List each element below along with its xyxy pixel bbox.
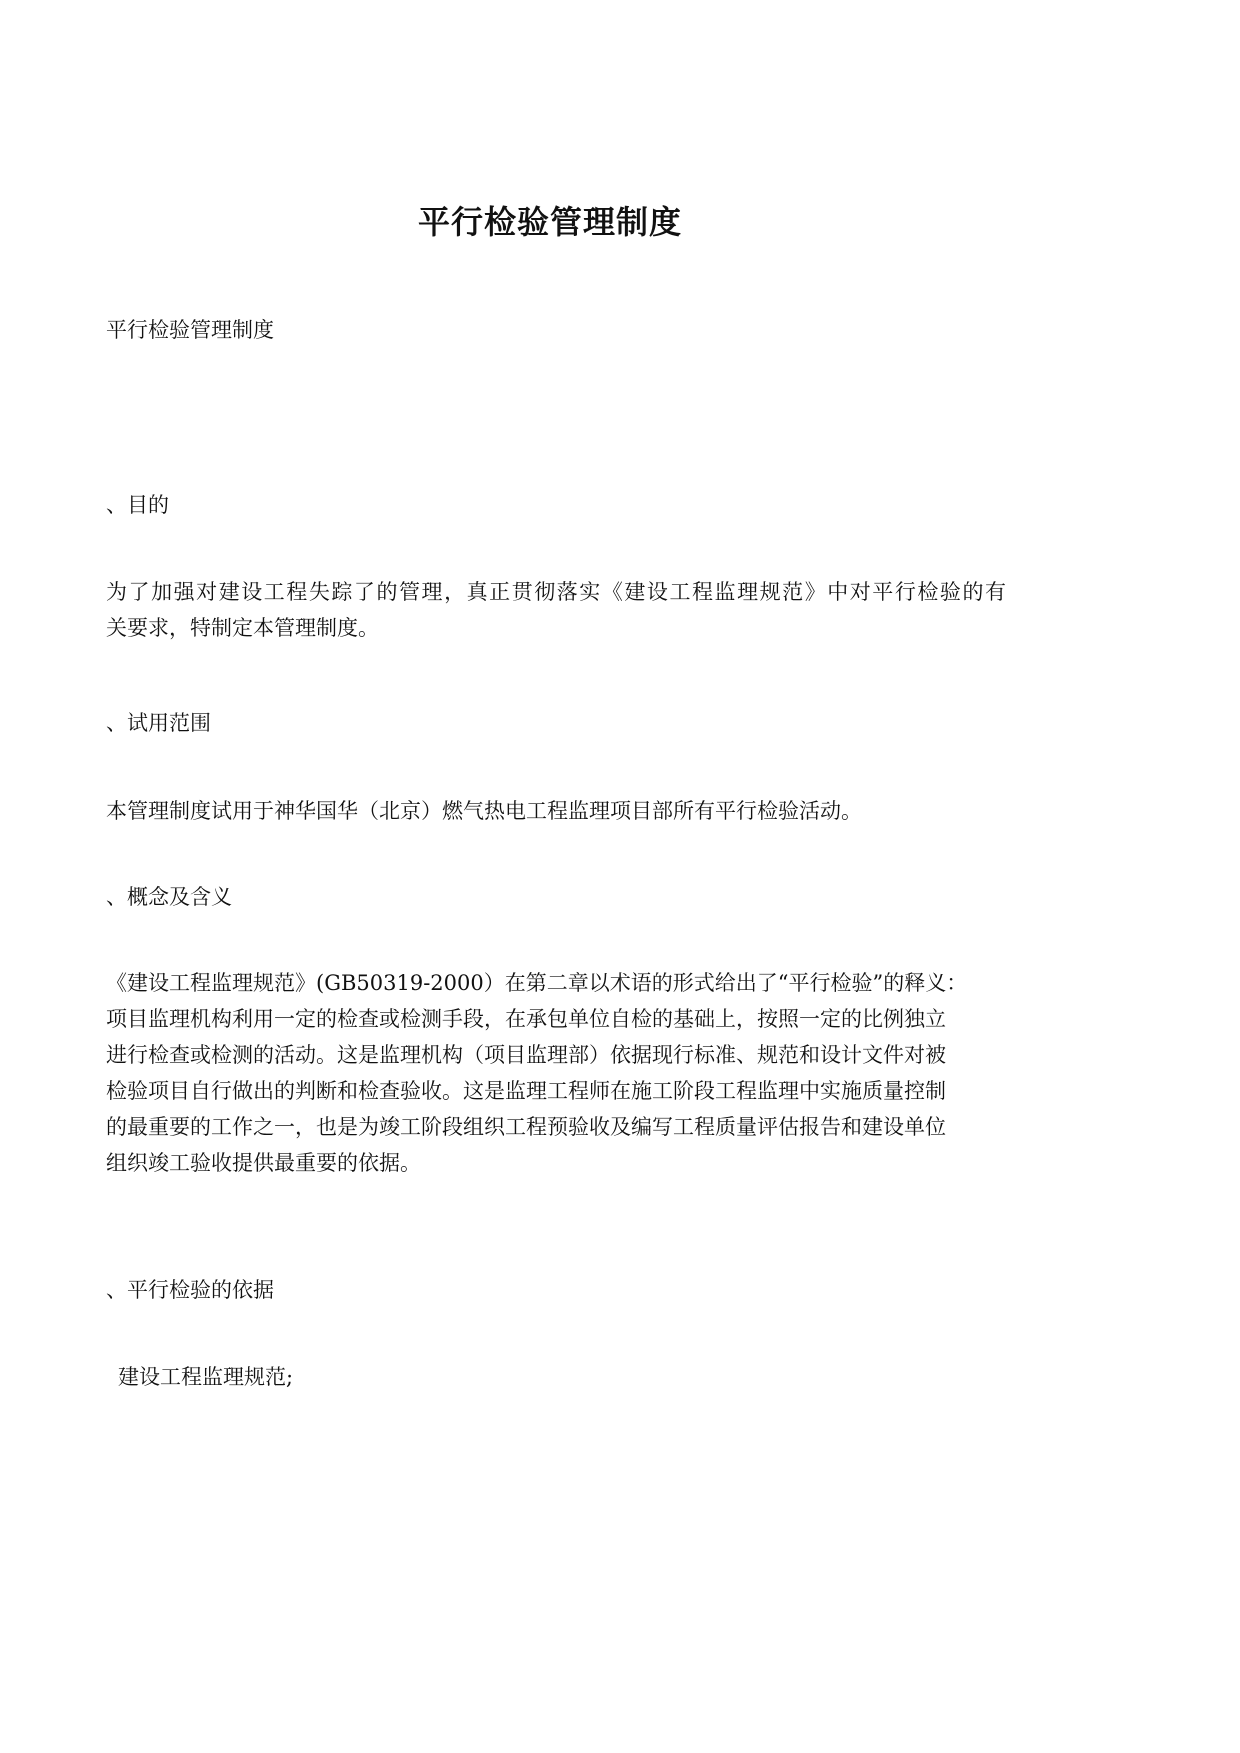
- section-paragraph-purpose: [106, 574, 1006, 646]
- section-heading-basis: 、平行检验的依据: [106, 1278, 274, 1302]
- paragraph-line: 项目监理机构利用一定的检查或检测手段，在承包单位自检的基础上，按照一定的比例独立: [106, 1007, 946, 1031]
- paragraph-line: 为了加强对建设工程失踪了的管理，真正贯彻落实《建设工程监理规范》中对平行检验的有: [106, 580, 1006, 604]
- section-heading-concept: 、概念及含义: [106, 885, 232, 909]
- basis-list-item: 建设工程监理规范;: [118, 1365, 294, 1389]
- section-heading-purpose: 、目的: [106, 493, 169, 517]
- document-subtitle: 平行检验管理制度: [106, 318, 274, 342]
- section-heading-scope: 、试用范围: [106, 711, 211, 735]
- paragraph-line: 本管理制度试用于神华国华（北京）燃气热电工程监理项目部所有平行检验活动。: [106, 799, 862, 823]
- paragraph-line: 的最重要的工作之一，也是为竣工阶段组织工程预验收及编写工程质量评估报告和建设单位: [106, 1115, 946, 1139]
- section-paragraph-concept: [106, 965, 1006, 1181]
- paragraph-line: 检验项目自行做出的判断和检查验收。这是监理工程师在施工阶段工程监理中实施质量控制: [106, 1079, 946, 1103]
- paragraph-line: 关要求，特制定本管理制度。: [106, 616, 379, 640]
- section-paragraph-scope: [106, 793, 1006, 829]
- paragraph-line: 《建设工程监理规范》(GB50319-2000）在第二章以术语的形式给出了“平行检验”的释义：: [106, 971, 968, 995]
- document-title: 平行检验管理制度: [417, 203, 682, 241]
- paragraph-line: 组织竣工验收提供最重要的依据。: [106, 1151, 421, 1175]
- paragraph-line: 进行检查或检测的活动。这是监理机构（项目监理部）依据现行标准、规范和设计文件对被: [106, 1043, 946, 1067]
